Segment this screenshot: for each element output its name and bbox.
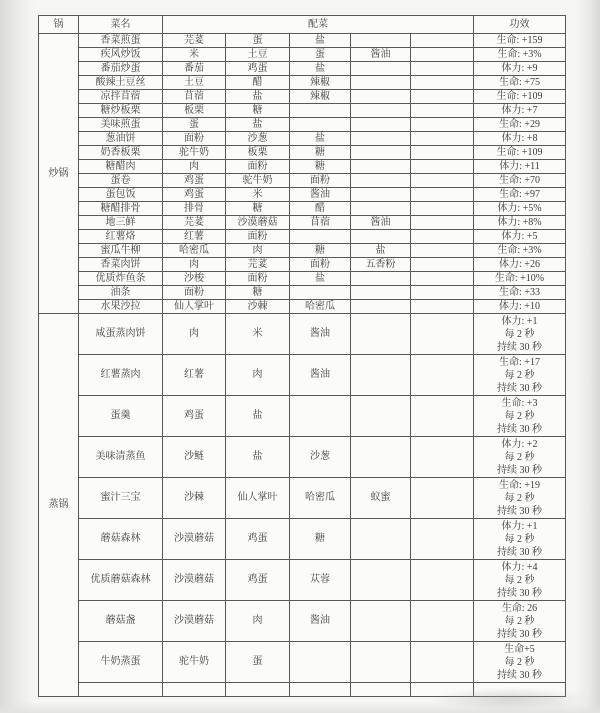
ingredient-cell: 糖 <box>226 202 290 216</box>
table-row <box>39 314 566 355</box>
effect-cell <box>474 642 566 683</box>
ingredient-cell: 面粉 <box>163 132 226 146</box>
effect-line: 体力: +26 <box>499 259 540 270</box>
table-row <box>39 62 566 76</box>
ingredient-cell <box>351 188 411 202</box>
effect-line: 生命: +97 <box>499 189 540 200</box>
ingredient-cell <box>411 76 474 90</box>
ingredient-cell: 醋 <box>290 202 351 216</box>
table-row <box>39 300 566 314</box>
effect-line: 生命: +109 <box>496 91 543 102</box>
ingredient-cell <box>411 601 474 642</box>
pot-cell: 炒锅 <box>39 34 79 314</box>
table-row <box>39 48 566 62</box>
ingredient-cell <box>411 478 474 519</box>
ingredient-cell: 哈密瓜 <box>290 478 351 519</box>
effect-cell <box>474 230 566 244</box>
ingredient-cell <box>411 34 474 48</box>
ingredient-cell <box>411 62 474 76</box>
ingredient-cell: 驼牛奶 <box>163 642 226 683</box>
ingredient-cell <box>290 230 351 244</box>
ingredient-cell <box>411 355 474 396</box>
effect-cell <box>474 146 566 160</box>
header-dish-name: 菜名 <box>79 16 163 34</box>
effect-line: 体力: +4 <box>501 561 538 573</box>
ingredient-cell: 五香粉 <box>351 258 411 272</box>
dish-cell <box>79 683 163 697</box>
table-row <box>39 286 566 300</box>
ingredient-cell: 板栗 <box>226 146 290 160</box>
ingredient-cell: 沙鲢 <box>163 437 226 478</box>
effect-cell <box>474 76 566 90</box>
ingredient-cell <box>411 230 474 244</box>
ingredient-cell: 芫荽 <box>226 258 290 272</box>
dish-cell: 糖炒板栗 <box>79 104 163 118</box>
ingredient-cell <box>351 286 411 300</box>
ingredient-cell: 鸡蛋 <box>163 174 226 188</box>
ingredient-cell: 面粉 <box>226 160 290 174</box>
effect-line: 体力: +11 <box>499 161 540 172</box>
table-row <box>39 34 566 48</box>
ingredient-cell: 鸡蛋 <box>163 188 226 202</box>
ingredient-cell <box>351 300 411 314</box>
ingredient-cell: 仙人掌叶 <box>163 300 226 314</box>
ingredient-cell: 蚁蜜 <box>351 478 411 519</box>
effect-cell <box>474 272 566 286</box>
effect-cell <box>474 478 566 519</box>
header-pot: 锅 <box>39 16 79 34</box>
ingredient-cell: 盐 <box>226 437 290 478</box>
effect-line: 体力: +1 <box>501 520 538 532</box>
table-row <box>39 160 566 174</box>
ingredient-cell <box>411 160 474 174</box>
ingredient-cell: 肉 <box>163 258 226 272</box>
effect-cell <box>474 601 566 642</box>
ingredient-cell <box>351 519 411 560</box>
effect-line: 每 2 秒 <box>504 656 535 668</box>
dish-cell: 凉拌苜蓿 <box>79 90 163 104</box>
table-row <box>39 355 566 396</box>
table-row <box>39 258 566 272</box>
effect-line: 体力: +8 <box>501 133 538 144</box>
ingredient-cell: 盐 <box>226 90 290 104</box>
table-row <box>39 478 566 519</box>
dish-cell: 糖醋肉 <box>79 160 163 174</box>
effect-cell <box>474 34 566 48</box>
ingredient-cell: 芫荽 <box>163 216 226 230</box>
dish-cell: 美味煎蛋 <box>79 118 163 132</box>
dish-cell: 优质蘑菇森林 <box>79 560 163 601</box>
effect-line: 每 2 秒 <box>504 328 535 340</box>
ingredient-cell <box>411 202 474 216</box>
effect-cell <box>474 560 566 601</box>
table-row <box>39 188 566 202</box>
ingredient-cell <box>351 160 411 174</box>
effect-cell <box>474 90 566 104</box>
ingredient-cell: 糖 <box>290 519 351 560</box>
ingredient-cell: 糖 <box>290 146 351 160</box>
dish-cell: 蘑菇森林 <box>79 519 163 560</box>
table-row <box>39 396 566 437</box>
table-row <box>39 683 566 697</box>
dish-cell: 蜜瓜牛柳 <box>79 244 163 258</box>
ingredient-cell: 米 <box>226 188 290 202</box>
page-edge-shadow-left <box>0 0 36 713</box>
effect-cell <box>474 244 566 258</box>
effect-line: 生命: +70 <box>499 175 540 186</box>
effect-line: 持续 30 秒 <box>497 423 542 435</box>
effect-line: 生命: +3% <box>497 245 542 256</box>
ingredient-cell: 糖 <box>290 244 351 258</box>
page-edge-shadow-bottom <box>0 701 600 713</box>
ingredient-cell <box>411 90 474 104</box>
ingredient-cell <box>290 683 351 697</box>
ingredient-cell: 肉 <box>226 601 290 642</box>
ingredient-cell: 糖 <box>290 160 351 174</box>
table-row <box>39 437 566 478</box>
ingredient-cell <box>351 230 411 244</box>
table-row <box>39 90 566 104</box>
table-row <box>39 104 566 118</box>
header-effect: 功效 <box>474 16 566 34</box>
table-row <box>39 560 566 601</box>
effect-line: 生命: +10% <box>494 273 545 284</box>
ingredient-cell: 糖 <box>226 286 290 300</box>
effect-cell <box>474 48 566 62</box>
table-row <box>39 76 566 90</box>
ingredient-cell <box>290 104 351 118</box>
ingredient-cell: 盐 <box>290 132 351 146</box>
ingredient-cell: 鸡蛋 <box>163 396 226 437</box>
dish-cell: 蛋羹 <box>79 396 163 437</box>
table-row <box>39 244 566 258</box>
ingredient-cell: 驼牛奶 <box>163 146 226 160</box>
ingredient-cell <box>351 76 411 90</box>
effect-line: 生命: +17 <box>499 356 540 368</box>
dish-cell: 牛奶蒸蛋 <box>79 642 163 683</box>
effect-line: 生命: +109 <box>496 147 543 158</box>
effect-cell <box>474 174 566 188</box>
ingredient-cell: 哈密瓜 <box>290 300 351 314</box>
ingredient-cell <box>411 272 474 286</box>
ingredient-cell: 酱油 <box>290 188 351 202</box>
effect-cell <box>474 188 566 202</box>
ingredient-cell: 酱油 <box>290 601 351 642</box>
ingredient-cell <box>411 314 474 355</box>
dish-cell: 红薯烙 <box>79 230 163 244</box>
ingredient-cell: 沙漠蘑菇 <box>163 601 226 642</box>
ingredient-cell <box>411 519 474 560</box>
ingredient-cell <box>411 286 474 300</box>
effect-line: 持续 30 秒 <box>497 505 542 517</box>
effect-cell <box>474 396 566 437</box>
ingredient-cell: 沙棘 <box>163 478 226 519</box>
ingredient-cell: 苜蓿 <box>163 90 226 104</box>
ingredient-cell: 排骨 <box>163 202 226 216</box>
ingredient-cell: 盐 <box>290 62 351 76</box>
effect-line: 持续 30 秒 <box>497 382 542 394</box>
effect-line: 持续 30 秒 <box>497 628 542 640</box>
ingredient-cell <box>351 146 411 160</box>
ingredient-cell: 苁蓉 <box>290 560 351 601</box>
ingredient-cell <box>411 642 474 683</box>
table-row <box>39 202 566 216</box>
ingredient-cell: 酱油 <box>290 355 351 396</box>
ingredient-cell: 盐 <box>226 396 290 437</box>
effect-line: 每 2 秒 <box>504 369 535 381</box>
ingredient-cell <box>411 396 474 437</box>
ingredient-cell <box>351 314 411 355</box>
ingredient-cell: 沙漠蘑菇 <box>226 216 290 230</box>
ingredient-cell: 番茄 <box>163 62 226 76</box>
table-row <box>39 132 566 146</box>
ingredient-cell: 板栗 <box>163 104 226 118</box>
ingredient-cell: 沙漠蘑菇 <box>163 519 226 560</box>
effect-line: 持续 30 秒 <box>497 587 542 599</box>
effect-line: 生命: 26 <box>501 602 538 614</box>
ingredient-cell <box>411 48 474 62</box>
ingredient-cell <box>411 118 474 132</box>
effect-line: 持续 30 秒 <box>497 669 542 681</box>
ingredient-cell <box>411 437 474 478</box>
ingredient-cell <box>351 355 411 396</box>
ingredient-cell: 辣椒 <box>290 90 351 104</box>
ingredient-cell <box>411 683 474 697</box>
effect-line: 生命: +3% <box>497 49 542 60</box>
ingredient-cell: 土豆 <box>226 48 290 62</box>
effect-line: 每 2 秒 <box>504 451 535 463</box>
ingredient-cell: 盐 <box>290 272 351 286</box>
ingredient-cell: 沙梭 <box>163 272 226 286</box>
effect-line: 体力: +10 <box>499 301 540 312</box>
dish-cell: 优质炸鱼条 <box>79 272 163 286</box>
ingredient-cell: 蛋 <box>290 48 351 62</box>
table-row <box>39 272 566 286</box>
effect-cell <box>474 132 566 146</box>
ingredient-cell: 鸡蛋 <box>226 519 290 560</box>
page-edge-shadow-right <box>574 0 600 713</box>
table-row <box>39 216 566 230</box>
ingredient-cell <box>351 104 411 118</box>
effect-cell <box>474 118 566 132</box>
effect-cell <box>474 202 566 216</box>
effect-cell <box>474 300 566 314</box>
effect-line: 每 2 秒 <box>504 533 535 545</box>
ingredient-cell <box>351 62 411 76</box>
table-row <box>39 519 566 560</box>
pot-cell: 蒸锅 <box>39 314 79 697</box>
ingredient-cell <box>411 132 474 146</box>
effect-line: 持续 30 秒 <box>497 546 542 558</box>
ingredient-cell <box>351 560 411 601</box>
ingredient-cell: 面粉 <box>290 258 351 272</box>
dish-cell: 蛋包饭 <box>79 188 163 202</box>
effect-line: 每 2 秒 <box>504 574 535 586</box>
dish-cell: 葱油饼 <box>79 132 163 146</box>
ingredient-cell: 面粉 <box>163 286 226 300</box>
ingredient-cell <box>351 132 411 146</box>
effect-cell <box>474 437 566 478</box>
effect-line: 生命: +19 <box>499 479 540 491</box>
ingredient-cell: 米 <box>226 314 290 355</box>
ingredient-cell: 鸡蛋 <box>226 560 290 601</box>
table-row <box>39 601 566 642</box>
ingredient-cell <box>351 642 411 683</box>
ingredient-cell: 酱油 <box>351 48 411 62</box>
ingredient-cell: 糖 <box>226 104 290 118</box>
effect-line: 每 2 秒 <box>504 492 535 504</box>
effect-line: 生命+5 <box>504 643 535 655</box>
ingredient-cell <box>351 683 411 697</box>
ingredient-cell <box>411 174 474 188</box>
ingredient-cell <box>290 642 351 683</box>
effect-line: 体力: +5 <box>501 231 538 242</box>
ingredient-cell: 沙棘 <box>226 300 290 314</box>
effect-line: 持续 30 秒 <box>497 464 542 476</box>
ingredient-cell: 土豆 <box>163 76 226 90</box>
table-row <box>39 642 566 683</box>
ingredient-cell <box>411 146 474 160</box>
recipe-table <box>38 15 566 697</box>
table-row <box>39 230 566 244</box>
effect-cell <box>474 314 566 355</box>
dish-cell: 糖醋排骨 <box>79 202 163 216</box>
dish-cell: 疾风炒饭 <box>79 48 163 62</box>
ingredient-cell: 蛋 <box>226 642 290 683</box>
dish-cell: 地三鲜 <box>79 216 163 230</box>
ingredient-cell: 苜蓿 <box>290 216 351 230</box>
ingredient-cell <box>411 300 474 314</box>
ingredient-cell <box>411 188 474 202</box>
effect-cell <box>474 683 566 697</box>
effect-line: 持续 30 秒 <box>497 341 542 353</box>
ingredient-cell: 面粉 <box>290 174 351 188</box>
ingredient-cell: 肉 <box>163 160 226 174</box>
ingredient-cell <box>226 683 290 697</box>
effect-line: 生命: +29 <box>499 119 540 130</box>
effect-line: 生命: +75 <box>499 77 540 88</box>
effect-cell <box>474 160 566 174</box>
ingredient-cell: 盐 <box>351 244 411 258</box>
header-ingredients: 配菜 <box>163 16 474 34</box>
ingredient-cell: 鸡蛋 <box>226 62 290 76</box>
dish-cell: 酸辣土豆丝 <box>79 76 163 90</box>
effect-cell <box>474 62 566 76</box>
ingredient-cell: 哈密瓜 <box>163 244 226 258</box>
ingredient-cell <box>411 560 474 601</box>
ingredient-cell <box>351 601 411 642</box>
ingredient-cell: 米 <box>163 48 226 62</box>
ingredient-cell <box>411 244 474 258</box>
ingredient-cell: 红薯 <box>163 230 226 244</box>
ingredient-cell <box>351 118 411 132</box>
effect-cell <box>474 355 566 396</box>
effect-line: 体力: +8% <box>497 217 542 228</box>
dish-cell: 蛋卷 <box>79 174 163 188</box>
header-row <box>39 16 566 34</box>
dish-cell: 番茄炒蛋 <box>79 62 163 76</box>
ingredient-cell <box>290 118 351 132</box>
ingredient-cell <box>411 104 474 118</box>
table-body <box>39 34 566 697</box>
dish-cell: 蘑菇盏 <box>79 601 163 642</box>
ingredient-cell <box>290 396 351 437</box>
ingredient-cell <box>351 90 411 104</box>
effect-line: 体力: +5% <box>497 203 542 214</box>
ingredient-cell: 肉 <box>226 244 290 258</box>
ingredient-cell: 酱油 <box>351 216 411 230</box>
ingredient-cell: 肉 <box>163 314 226 355</box>
dish-cell: 美味清蒸鱼 <box>79 437 163 478</box>
effect-cell <box>474 216 566 230</box>
dish-cell: 蜜汁三宝 <box>79 478 163 519</box>
ingredient-cell: 面粉 <box>226 272 290 286</box>
ingredient-cell: 面粉 <box>226 230 290 244</box>
ingredient-cell: 沙漠蘑菇 <box>163 560 226 601</box>
ingredient-cell <box>351 437 411 478</box>
ingredient-cell <box>411 216 474 230</box>
ingredient-cell: 肉 <box>226 355 290 396</box>
effect-line: 体力: +9 <box>501 63 538 74</box>
ingredient-cell <box>351 396 411 437</box>
ingredient-cell: 醋 <box>226 76 290 90</box>
ingredient-cell: 盐 <box>290 34 351 48</box>
ingredient-cell: 酱油 <box>290 314 351 355</box>
dish-cell: 香菜肉饼 <box>79 258 163 272</box>
ingredient-cell: 盐 <box>226 118 290 132</box>
effect-cell <box>474 286 566 300</box>
ingredient-cell: 仙人掌叶 <box>226 478 290 519</box>
dish-cell: 奶香板栗 <box>79 146 163 160</box>
effect-line: 体力: +2 <box>501 438 538 450</box>
effect-line: 体力: +7 <box>501 105 538 116</box>
effect-line: 生命: +3 <box>501 397 538 409</box>
ingredient-cell <box>163 683 226 697</box>
ingredient-cell <box>411 258 474 272</box>
effect-line: 体力: +1 <box>501 315 538 327</box>
effect-line: 生命: +159 <box>496 35 543 46</box>
ingredient-cell: 沙葱 <box>226 132 290 146</box>
ingredient-cell <box>351 272 411 286</box>
dish-cell: 红薯蒸肉 <box>79 355 163 396</box>
table-row <box>39 146 566 160</box>
effect-cell <box>474 104 566 118</box>
ingredient-cell <box>351 202 411 216</box>
table-row <box>39 118 566 132</box>
ingredient-cell <box>290 286 351 300</box>
ingredient-cell: 红薯 <box>163 355 226 396</box>
dish-cell: 咸蛋蒸肉饼 <box>79 314 163 355</box>
effect-line: 生命: +33 <box>499 287 540 298</box>
ingredient-cell <box>351 174 411 188</box>
ingredient-cell: 蛋 <box>226 34 290 48</box>
effect-line: 每 2 秒 <box>504 410 535 422</box>
effect-cell <box>474 258 566 272</box>
effect-line: 每 2 秒 <box>504 615 535 627</box>
ingredient-cell: 蛋 <box>163 118 226 132</box>
dish-cell: 水果沙拉 <box>79 300 163 314</box>
ingredient-cell: 沙葱 <box>290 437 351 478</box>
table-row <box>39 174 566 188</box>
ingredient-cell <box>351 34 411 48</box>
effect-cell <box>474 519 566 560</box>
dish-cell: 香菜煎蛋 <box>79 34 163 48</box>
ingredient-cell: 辣椒 <box>290 76 351 90</box>
ingredient-cell: 芫荽 <box>163 34 226 48</box>
dish-cell: 油条 <box>79 286 163 300</box>
ingredient-cell: 驼牛奶 <box>226 174 290 188</box>
